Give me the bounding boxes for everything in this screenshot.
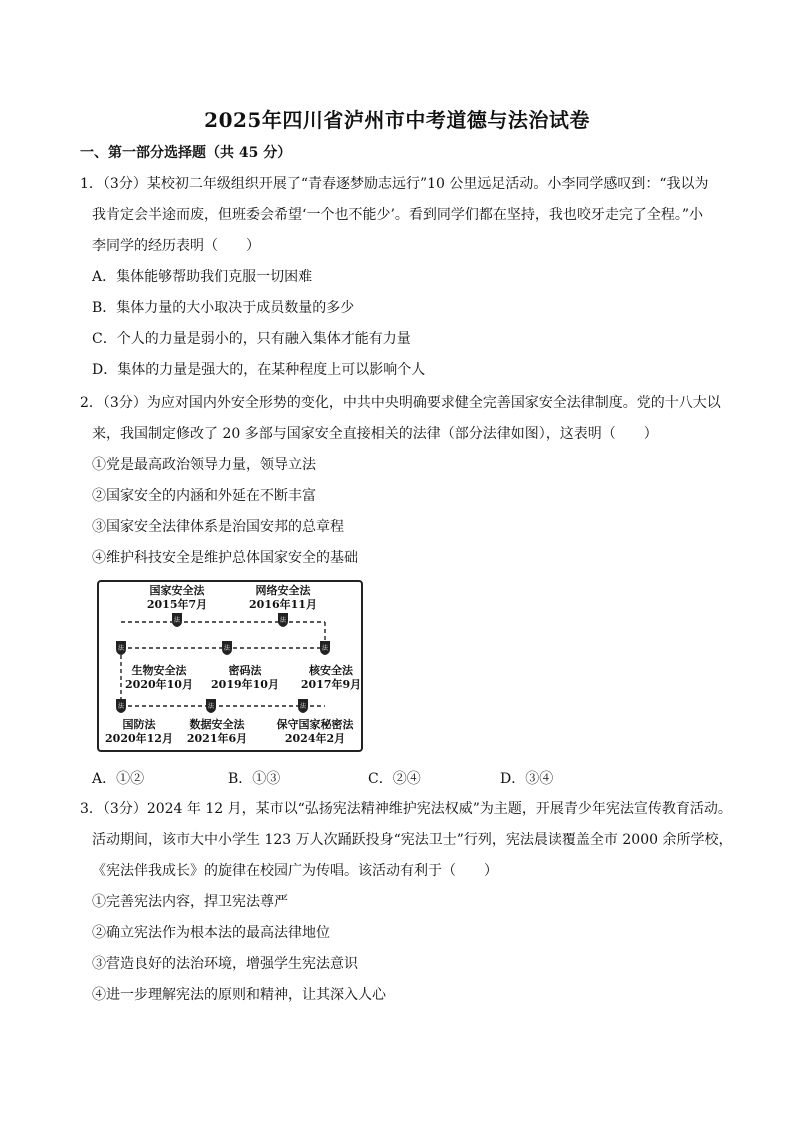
- law-label-data-security: 数据安全法 2021年6月: [186, 718, 248, 745]
- svg-text:法: 法: [117, 645, 125, 652]
- law-label-national-security: 国家安全法 2015年7月: [146, 584, 208, 611]
- q2-stem-line: 2．（3分）为应对国内外安全形势的变化，中共中央明确要求健全完善国家安全法律制度。党的十八大以: [80, 395, 721, 411]
- law-timeline-diagram: [97, 580, 363, 752]
- q2-choice-c: C．②④: [368, 771, 421, 787]
- q3-stem-line: 3．（3分）2024 年 12 月，某市以“弘扬宪法精神维护宪法权威”为主题，开展青少年宪法宣传教育活动。: [80, 801, 732, 817]
- q1-option-a: A．集体能够帮助我们克服一切困难: [92, 269, 313, 285]
- q1-stem-line: 我肯定会半途而废，但班委会希望‘一个也不能少’。看到同学们都在坚持，我也咬牙走完了全程。”小: [92, 207, 704, 223]
- q1-stem-line: 李同学的经历表明（ ）: [92, 238, 260, 254]
- law-marker-icon: [171, 612, 183, 628]
- q1-option-d: D．集体的力量是强大的，在某种程度上可以影响个人: [92, 362, 426, 378]
- exam-title: 2025年四川省泸州市中考道德与法治试卷: [204, 108, 590, 132]
- svg-text:法: 法: [321, 645, 329, 652]
- law-label-biosecurity: 生物安全法 2020年10月: [125, 664, 193, 691]
- q3-statement-4: ④进一步理解宪法的原则和精神，让其深入人心: [92, 987, 386, 1003]
- q2-choice-b: B．①③: [228, 771, 281, 787]
- law-marker-icon: [277, 612, 289, 628]
- q2-choice-a: A．①②: [92, 771, 145, 787]
- section-heading: 一、第一部分选择题（共 45 分）: [80, 145, 292, 161]
- svg-text:法: 法: [299, 703, 307, 710]
- law-label-cybersecurity: 网络安全法 2016年11月: [249, 584, 317, 611]
- law-marker-icon: [319, 640, 331, 656]
- svg-text:法: 法: [279, 617, 287, 624]
- law-marker-icon: [297, 698, 309, 714]
- law-label-national-defense: 国防法 2020年12月: [105, 718, 173, 745]
- svg-text:法: 法: [207, 703, 215, 710]
- svg-text:法: 法: [223, 645, 231, 652]
- svg-text:法: 法: [173, 617, 181, 624]
- q2-statement-2: ②国家安全的内涵和外延在不断丰富: [92, 488, 316, 504]
- q1-option-b: B．集体力量的大小取决于成员数量的多少: [92, 300, 355, 316]
- q2-choice-d: D．③④: [500, 771, 554, 787]
- q3-stem-line: 活动期间，该市大中小学生 123 万人次踊跃投身“宪法卫士”行列，宪法晨读覆盖全市 2000 余所学校，: [92, 832, 733, 848]
- law-label-state-secrets: 保守国家秘密法 2024年2月: [276, 718, 354, 745]
- law-marker-icon: [205, 698, 217, 714]
- q2-statement-1: ①党是最高政治领导力量，领导立法: [92, 457, 316, 473]
- q3-statement-1: ①完善宪法内容，捍卫宪法尊严: [92, 894, 288, 910]
- q2-stem-line: 来，我国制定修改了 20 多部与国家安全直接相关的法律（部分法律如图），这表明（ ）: [92, 426, 658, 442]
- q2-statement-3: ③国家安全法律体系是治国安邦的总章程: [92, 519, 344, 535]
- q1-stem-line: 1．（3分）某校初二年级组织开展了“青春逐梦励志远行”10 公里远足活动。小李同学感叹到：“我以为: [80, 176, 709, 192]
- law-marker-icon: [115, 698, 127, 714]
- q1-option-c: C．个人的力量是弱小的，只有融入集体才能有力量: [92, 331, 411, 347]
- q3-stem-line: 《宪法伴我成长》的旋律在校园广为传唱。该活动有利于（ ）: [92, 863, 498, 879]
- q3-statement-3: ③营造良好的法治环境，增强学生宪法意识: [92, 956, 358, 972]
- law-label-nuclear-safety: 核安全法 2017年9月: [300, 664, 362, 691]
- law-label-cryptography: 密码法 2019年10月: [211, 664, 279, 691]
- law-marker-icon: [115, 640, 127, 656]
- q2-statement-4: ④维护科技安全是维护总体国家安全的基础: [92, 550, 358, 566]
- svg-text:法: 法: [117, 703, 125, 710]
- law-marker-icon: [221, 640, 233, 656]
- q3-statement-2: ②确立宪法作为根本法的最高法律地位: [92, 925, 330, 941]
